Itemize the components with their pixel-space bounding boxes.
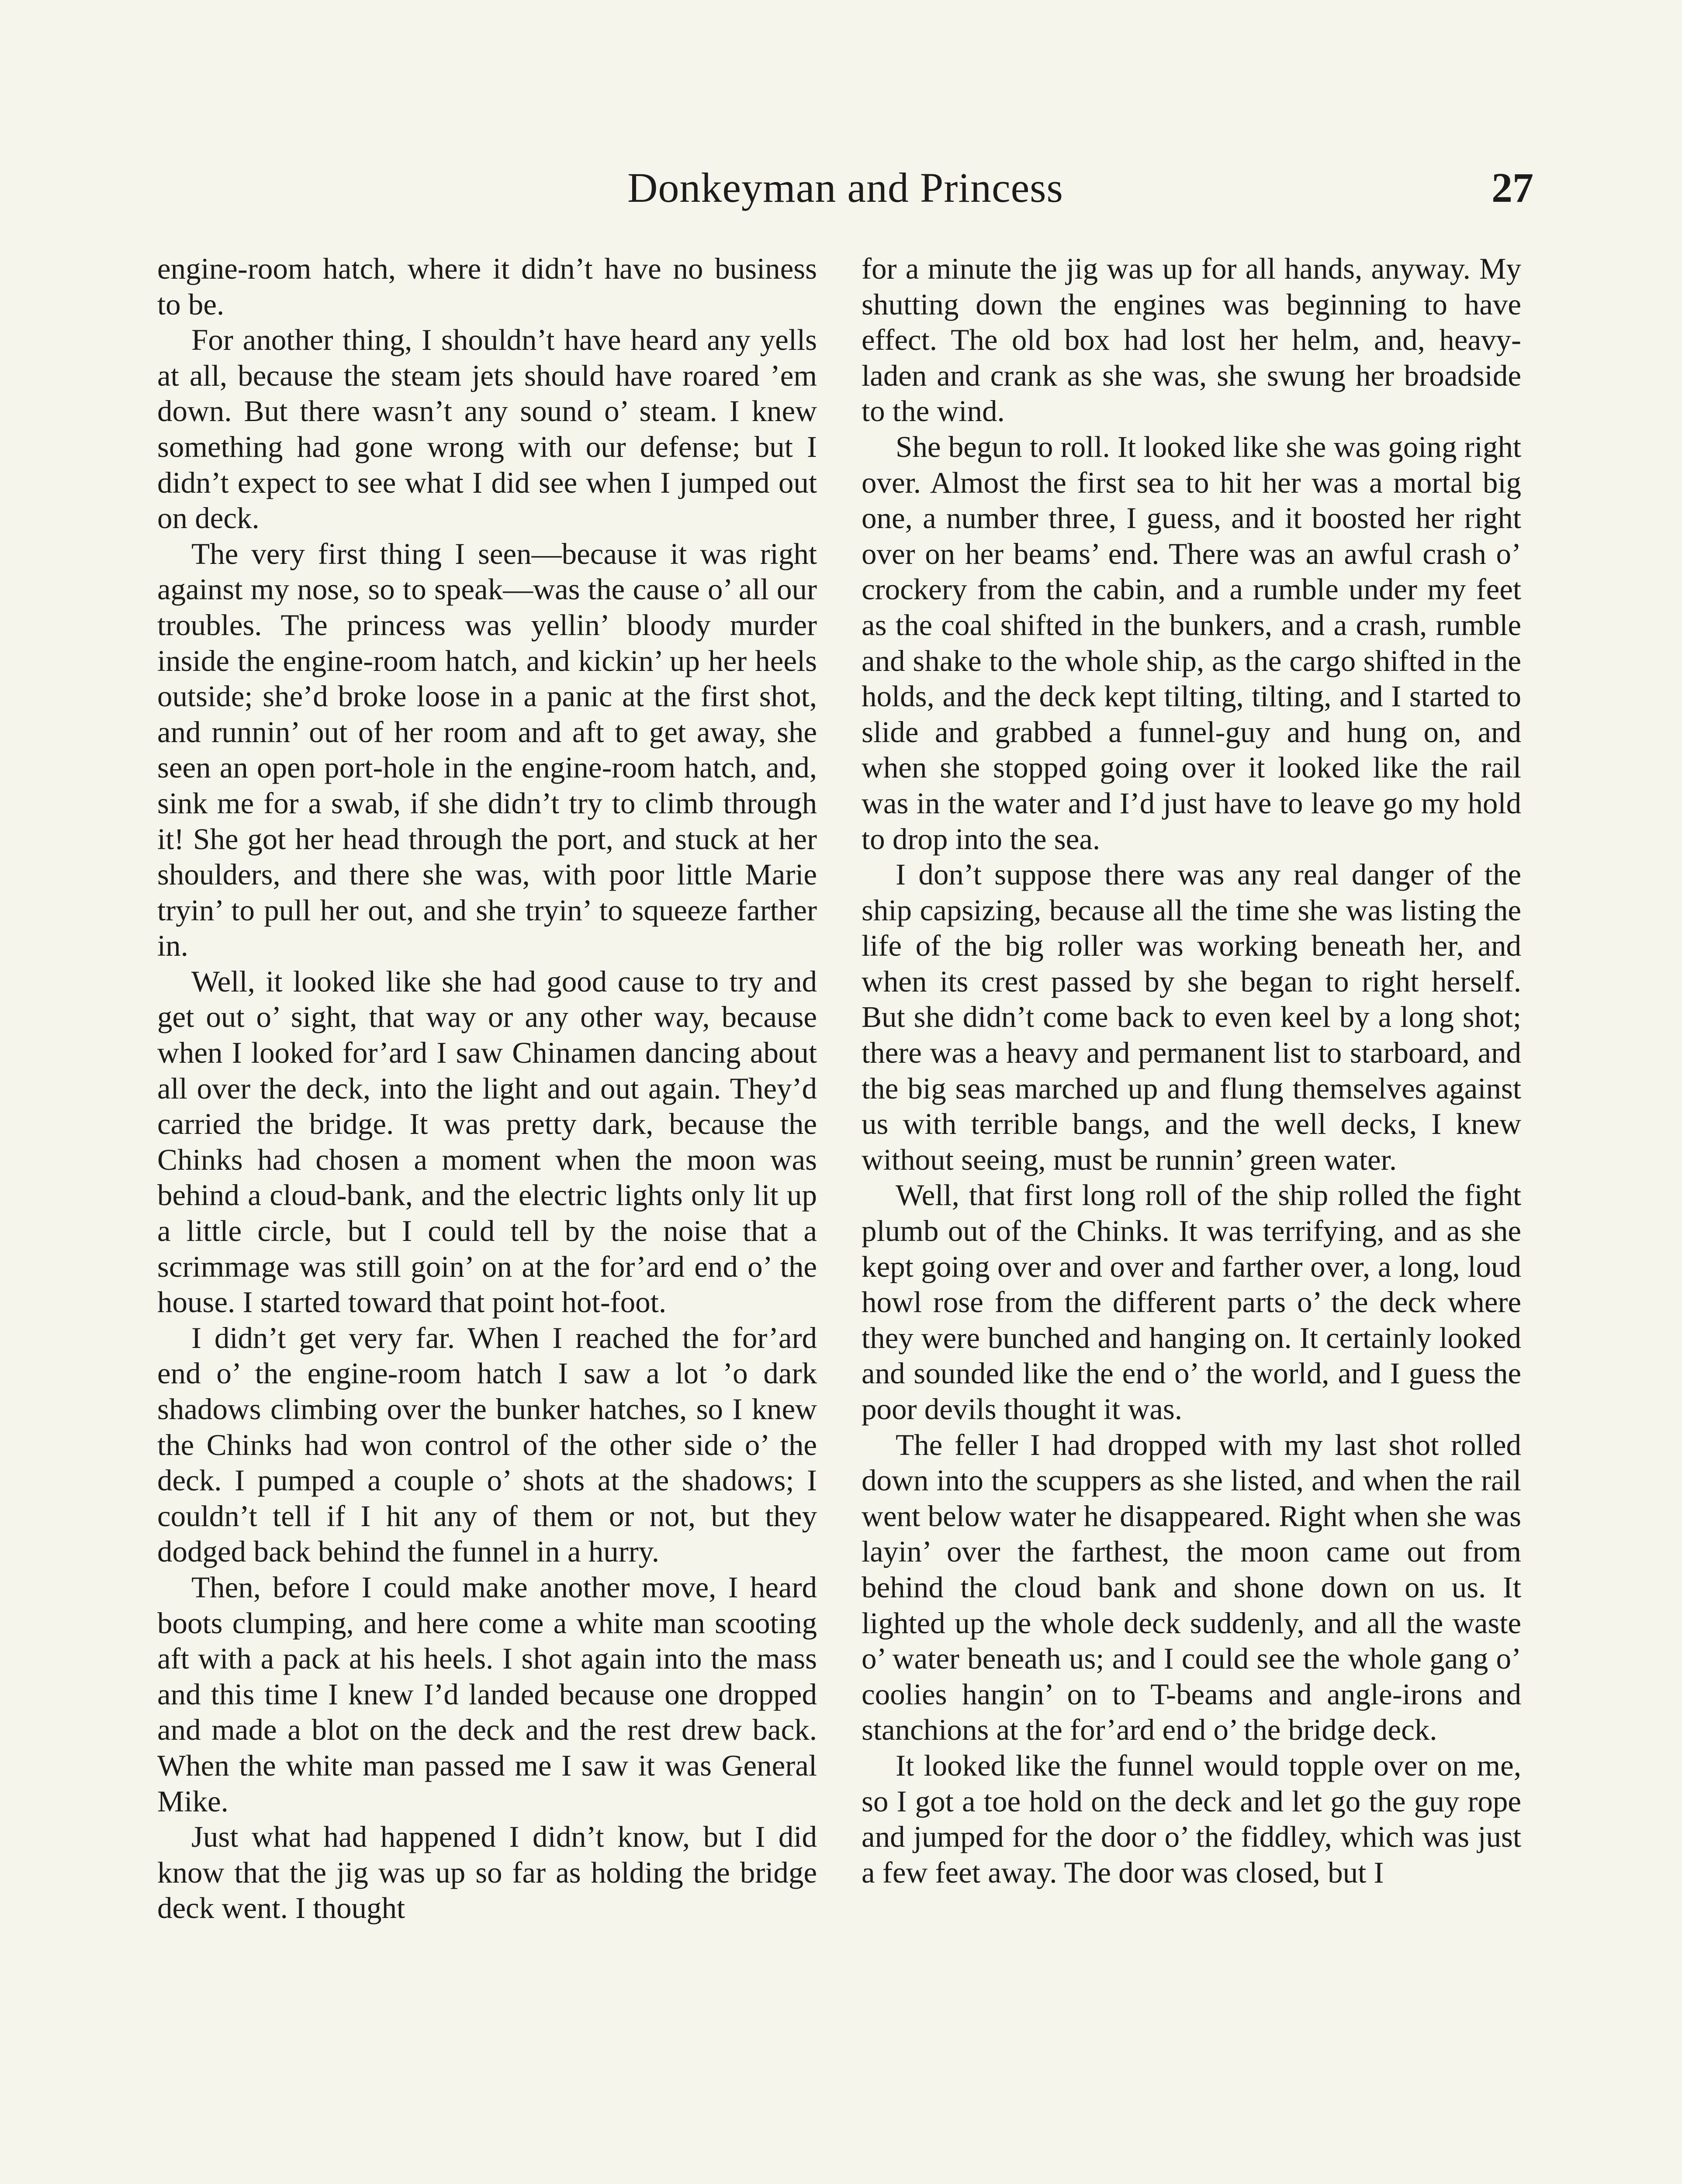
left-column <box>157 251 817 1926</box>
paragraph: engine-room hatch, where it didn’t have no business to be. <box>157 252 817 321</box>
right-column <box>862 251 1521 1890</box>
paragraph: The very first thing I seen—because it was right against my nose, so to speak—was the cause o’ all our troubles. The princess was yellin’ bloody murder inside the engine-room hatch, and kickin’ up her heels outside; she’d broke loose in a panic at the first shot, and runnin’ out of her room and aft to get away, she seen an open port-hole in the engine-room hatch, and, sink me for a swab, if she didn’t try to climb through it! She got her head through the port, and stuck at her shoulders, and there she was, with poor little Marie tryin’ to pull her out, and she tryin’ to squeeze farther in. <box>157 537 817 963</box>
paragraph: Well, that first long roll of the ship rolled the fight plumb out of the Chinks. It was terrifying, and as she kept going over and over and farther over, a long, loud howl rose from the different parts o’ the deck where they were bunched and hanging on. It certainly looked and sounded like the end o’ the world, and I guess the poor devils thought it was. <box>862 1178 1521 1426</box>
paragraph: I didn’t get very far. When I reached the for’ard end o’ the engine-room hatch I saw a lot ’o dark shadows climbing over the bunker hatches, so I knew the Chinks had won control of the other side o’ the deck. I pumped a couple o’ shots at the shadows; I couldn’t tell if I hit any of them or not, but they dodged back behind the funnel in a hurry. <box>157 1321 817 1569</box>
paragraph: For another thing, I shouldn’t have heard any yells at all, because the steam jets should have roared ’em down. But there wasn’t any sound o’ steam. I knew something had gone wrong with our defense; but I didn’t expect to see what I did see when I jumped out on deck. <box>157 323 817 535</box>
paragraph: It looked like the funnel would topple over on me, so I got a toe hold on the deck and let go the guy rope and jumped for the door o’ the fiddley, which was just a few feet away. The door was closed, but I <box>862 1749 1521 1889</box>
paragraph: I don’t suppose there was any real danger of the ship capsizing, because all the time she was listing the life of the big roller was working beneath her, and when its crest passed by she began to right herself. But she didn’t come back to even keel by a long shot; there was a heavy and permanent list to starboard, and the big seas marched up and flung themselves against us with terrible bangs, and the well decks, I knew without seeing, must be runnin’ green water. <box>862 858 1521 1176</box>
paragraph: The feller I had dropped with my last shot rolled down into the scuppers as she listed, and when the rail went below water he disappeared. Right when she was layin’ over the farthest, the moon came out from behind the cloud bank and shone down on us. It lighted up the whole deck suddenly, and all the waste o’ water beneath us; and I could see the whole gang o’ coolies hangin’ on to T-beams and angle-irons and stanchions at the for’ard end o’ the bridge deck. <box>862 1428 1521 1747</box>
paragraph: Well, it looked like she had good cause to try and get out o’ sight, that way or any other way, because when I looked for’ard I saw Chinamen dancing about all over the deck, into the light and out again. They’d carried the bridge. It was pretty dark, because the Chinks had chosen a moment when the moon was behind a cloud-bank, and the electric lights only lit up a little circle, but I could tell by the noise that a scrimmage was still goin’ on at the for’ard end o’ the house. I started toward that point hot-foot. <box>157 964 817 1319</box>
page-number: 27 <box>1492 164 1533 211</box>
paragraph: She begun to roll. It looked like she was going right over. Almost the first sea to hit her was a mortal big one, a number three, I guess, and it boosted her right over on her beams’ end. There was an awful crash o’ crockery from the cabin, and a rumble under my feet as the coal shifted in the bunkers, and a crash, rumble and shake to the whole ship, as the cargo shifted in the holds, and the deck kept tilting, tilting, and I started to slide and grabbed a funnel-guy and hung on, and when she stopped going over it looked like the rail was in the water and I’d just have to leave go my hold to drop into the sea. <box>862 430 1521 856</box>
running-title: Donkeyman and Princess <box>627 164 1063 211</box>
page-header <box>157 159 1533 216</box>
paragraph: Just what had happened I didn’t know, but I did know that the jig was up so far as holding the bridge deck went. I thought <box>157 1820 817 1925</box>
paragraph: Then, before I could make another move, I heard boots clumping, and here come a white man scooting aft with a pack at his heels. I shot again into the mass and this time I knew I’d landed because one dropped and made a blot on the deck and the rest drew back. When the white man passed me I saw it was General Mike. <box>157 1570 817 1818</box>
paragraph: for a minute the jig was up for all hands, anyway. My shutting down the engines was beginning to have effect. The old box had lost her helm, and, heavy-laden and crank as she was, she swung her broadside to the wind. <box>862 252 1521 428</box>
